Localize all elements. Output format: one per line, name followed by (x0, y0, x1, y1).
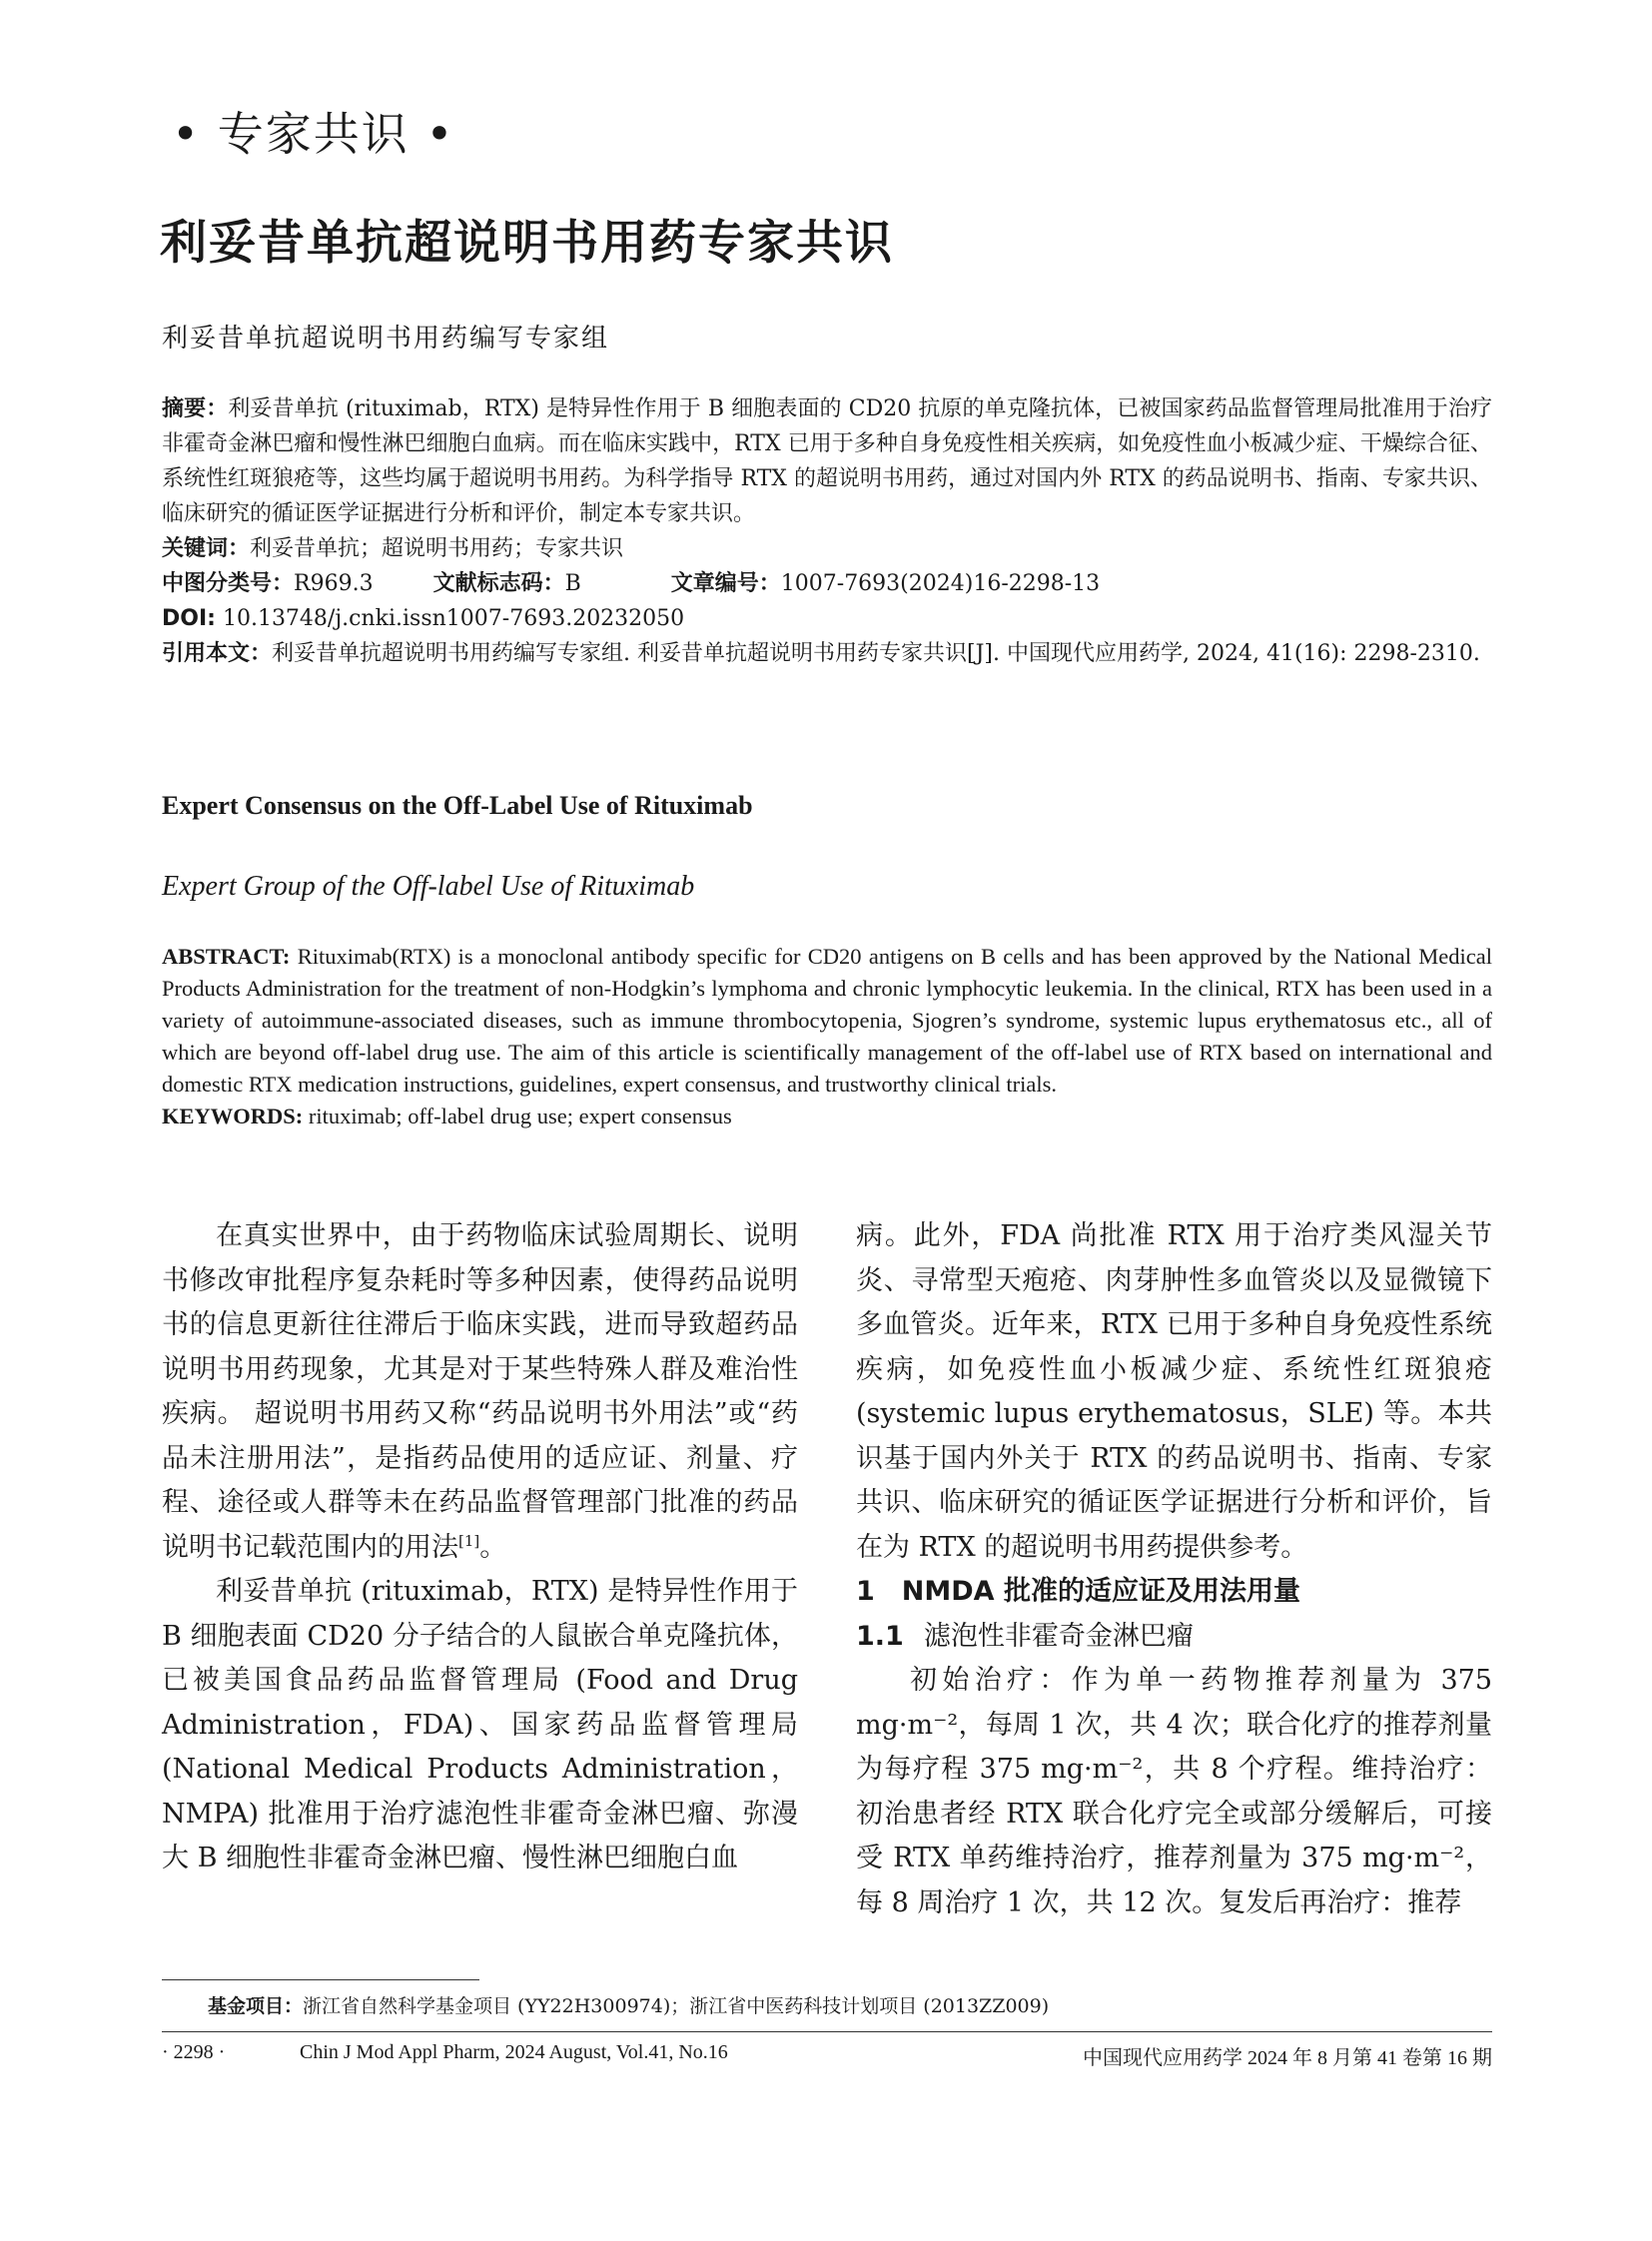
section-label: • 专家共识 • (172, 107, 455, 161)
journal-chinese: 中国现代应用药学 2024 年 8 月第 41 卷第 16 期 (1083, 2047, 1492, 2069)
journal-english: Chin J Mod Appl Pharm, 2024 August, Vol.41, No.16 (300, 2041, 728, 2063)
funding-footnote (208, 1991, 1049, 2018)
english-keywords-line (162, 1101, 1492, 1132)
classification-line (162, 566, 1492, 601)
doi-label: DOI: (162, 606, 216, 631)
subsection-heading (856, 1615, 1492, 1660)
keywords-line (162, 531, 1492, 566)
citation-line (162, 636, 1492, 671)
author-group: 利妥昔单抗超说明书用药编写专家组 (162, 324, 610, 354)
citation-label: 引用本文： (162, 641, 273, 666)
article-no-label: 文章编号： (670, 571, 781, 596)
keywords-text: 利妥昔单抗；超说明书用药；专家共识 (250, 536, 624, 561)
subsection-title: 滤泡性非霍奇金淋巴瘤 (923, 1620, 1194, 1652)
body-paragraph: 利妥昔单抗 (rituximab，RTX) 是特异性作用于 B 细胞表面 CD20 分子结合的人鼠嵌合单克隆抗体，已被美国食品药品监督管理局 (Food and Drug Administration，FDA)、国家药品监督管理局 (National Medical Products Administration， NMPA) 批准用于治疗滤泡性非霍奇金淋巴瘤、弥漫大 B 细胞性非霍奇金淋巴瘤、慢性淋巴细胞白血 (162, 1576, 798, 1873)
body-paragraph (162, 1214, 798, 1570)
clc-label: 中图分类号： (162, 571, 295, 596)
chinese-abstract-block (162, 391, 1492, 671)
funding-label: 基金项目： (208, 1995, 304, 2017)
body-paragraph: 病。此外，FDA 尚批准 RTX 用于治疗类风湿关节炎、寻常型天疱疮、肉芽肿性多血管炎以及显微镜下多血管炎。近年来，RTX 已用于多种自身免疫性系统疾病，如免疫性血小板减少症、系统性红斑狼疮 (systemic lupus erythematosus，SLE) 等。本共识基于国内外关于 RTX 的药品说明书、指南、专家共识、临床研究的循证医学证据进行分析和评价，旨在为 RTX 的超说明书用药提供参考。 (856, 1220, 1492, 1563)
funding-text: 浙江省自然科学基金项目 (YY22H300974)；浙江省中医药科技计划项目 (2013ZZ009) (303, 1995, 1050, 2017)
english-abstract-paragraph (162, 941, 1492, 1101)
footnote-divider (162, 1979, 479, 1980)
english-abstract-label: ABSTRACT: (162, 944, 291, 969)
citation-ref[interactable]: [1] (458, 1531, 480, 1550)
english-abstract-text: Rituximab(RTX) is a monoclonal antibody specific for CD20 antigens on B cells and has been approved by the National Medical Products Administration for the treatment of non-Hodgkin’s lymphoma and chronic lymphocytic leukemia. In the clinical, RTX has been used in a variety of autoimmune-associated diseases, such as immune thrombocytopenia, Sjogren’s syndrome, systemic lupus erythematosus etc., all of which are beyond off-label drug use. The aim of this article is scientifically management of the off-label use of RTX based on international and domestic RTX medication instructions, guidelines, expert consensus, and trustworthy clinical trials. (162, 944, 1492, 1097)
abstract-label: 摘要： (162, 396, 229, 421)
clc-value: R969.3 (294, 571, 374, 596)
paragraph-end: 。 (479, 1531, 507, 1563)
doc-code-label: 文献标志码： (432, 571, 565, 596)
doi-line (162, 601, 1492, 636)
english-author-group: Expert Group of the Off-label Use of Rituximab (162, 871, 695, 902)
article-no-value: 1007-7693(2024)16-2298-13 (780, 571, 1101, 596)
body-column-left (162, 1214, 798, 1881)
page-number: · 2298 · (162, 2041, 226, 2063)
english-title: Expert Consensus on the Off-Label Use of Rituximab (162, 791, 753, 820)
english-keywords-label: KEYWORDS: (162, 1104, 304, 1128)
section-heading: 1 NMDA 批准的适应证及用法用量 (856, 1576, 1300, 1607)
keywords-label: 关键词： (162, 536, 251, 561)
english-keywords-text: rituximab; off-label drug use; expert consensus (308, 1104, 732, 1128)
doi-value[interactable]: 10.13748/j.cnki.issn1007-7693.20232050 (222, 606, 685, 631)
body-paragraph: 初始治疗：作为单一药物推荐剂量为 375 mg·m⁻²，每周 1 次，共 4 次；联合化疗的推荐剂量为每疗程 375 mg·m⁻²，共 8 个疗程。维持治疗：初治患者经 RTX 联合化疗完全或部分缓解后，可接受 RTX 单药维持治疗，推荐剂量为 375 mg·m⁻²，每 8 周治疗 1 次，共 12 次。复发后再治疗：推荐 (856, 1665, 1492, 1918)
footer-divider (162, 2031, 1492, 2032)
subsection-number: 1.1 (856, 1620, 904, 1652)
english-abstract-block (162, 941, 1492, 1132)
abstract-paragraph (162, 391, 1492, 531)
paragraph-text: 在真实世界中，由于药物临床试验周期长、说明书修改审批程序复杂耗时等多种因素，使得药品说明书的信息更新往往滞后于临床实践，进而导致超药品说明书用药现象，尤其是对于某些特殊人群及难治性疾病。 超说明书用药又称“药品说明书外用法”或“药品未注册用法”，是指药品使用的适应证、剂量、疗程、途径或人群等未在药品监督管理部门批准的药品说明书记载范围内的用法 (162, 1220, 798, 1563)
abstract-text: 利妥昔单抗 (rituximab，RTX) 是特异性作用于 B 细胞表面的 CD20 抗原的单克隆抗体，已被国家药品监督管理局批准用于治疗非霍奇金淋巴瘤和慢性淋巴细胞白血病。而在临床实践中，RTX 已用于多种自身免疫性相关疾病，如免疫性血小板减少症、干燥综合征、系统性红斑狼疮等，这些均属于超说明书用药。为科学指导 RTX 的超说明书用药，通过对国内外 RTX 的药品说明书、指南、专家共识、临床研究的循证医学证据进行分析和评价，制定本专家共识。 (162, 396, 1492, 526)
article-title: 利妥昔单抗超说明书用药专家共识 (160, 216, 894, 271)
citation-text: 利妥昔单抗超说明书用药编写专家组. 利妥昔单抗超说明书用药专家共识[J]. 中国现代应用药学, 2024, 41(16): 2298-2310. (272, 641, 1480, 666)
doc-code-value: B (564, 571, 581, 596)
body-column-right (856, 1214, 1492, 1925)
